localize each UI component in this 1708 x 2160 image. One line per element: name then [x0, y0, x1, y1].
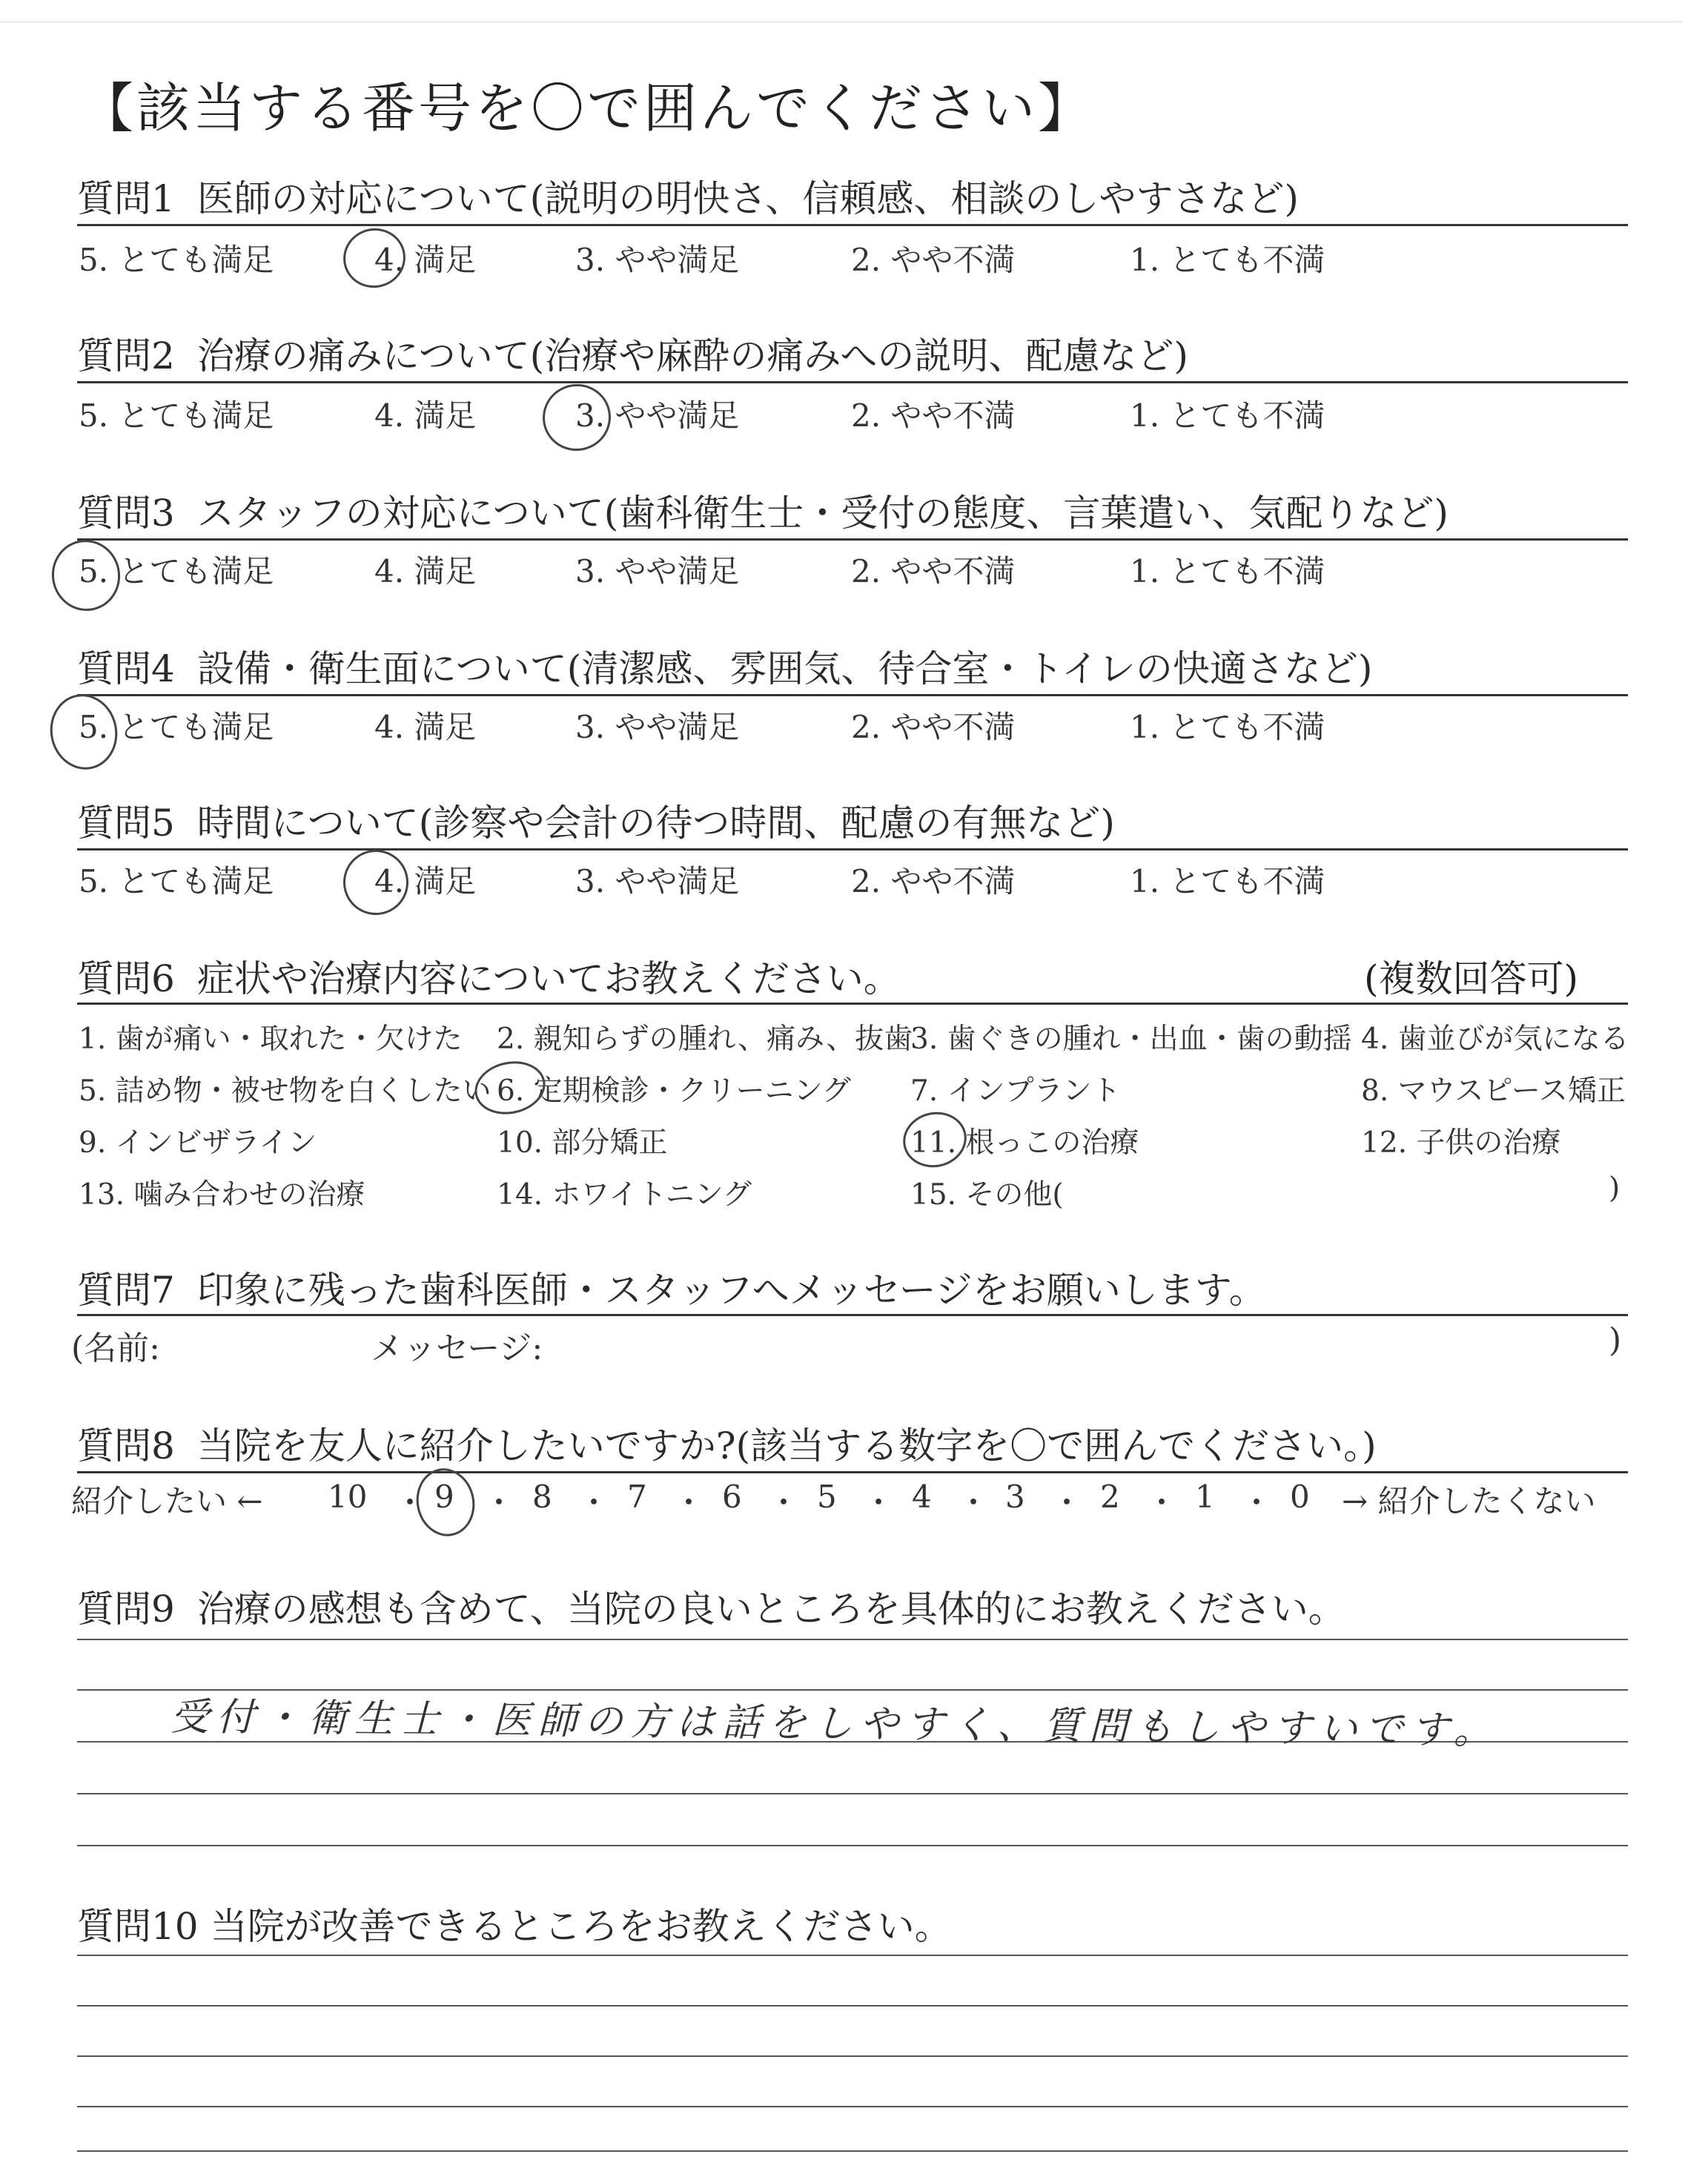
q6-option-5[interactable]: 5. 詰め物・被せ物を白くしたい	[79, 1074, 491, 1108]
q8-separator-dot: ・	[1241, 1484, 1273, 1521]
q8-scale-8[interactable]: 8	[532, 1479, 552, 1515]
q4-option-2[interactable]: 2. やや不満	[851, 709, 1016, 745]
question-8-number: 質問8	[77, 1424, 175, 1467]
q8-right-label: → 紹介したくない	[1342, 1483, 1596, 1519]
question-1-text: 医師の対応について(説明の明快さ、信頼感、相談のしやすさなど)	[196, 177, 1299, 220]
question-6-number: 質問6	[77, 957, 175, 1000]
q1-option-2[interactable]: 2. やや不満	[851, 242, 1016, 278]
question-6-note: (複数回答可)	[1364, 957, 1579, 1000]
question-4-text: 設備・衛生面について(清潔感、雰囲気、待合室・トイレの快適さなど)	[196, 647, 1373, 690]
question-10-number: 質問10	[77, 1905, 199, 1948]
q8-scale-5[interactable]: 5	[817, 1479, 837, 1515]
question-8-rule	[77, 1471, 1628, 1473]
q8-answer-circle	[410, 1463, 480, 1542]
q5-option-1[interactable]: 1. とても不満	[1130, 863, 1325, 899]
q8-separator-dot: ・	[483, 1484, 515, 1521]
q2-answer-circle	[537, 377, 618, 457]
question-5-rule	[77, 848, 1628, 851]
q8-separator-dot: ・	[578, 1484, 610, 1521]
q8-scale-10[interactable]: 10	[328, 1479, 368, 1515]
question-1-number: 質問1	[77, 177, 175, 220]
question-6-text: 症状や治療内容についてお教えください。	[196, 957, 901, 1000]
q6-option-13[interactable]: 13. 噛み合わせの治療	[79, 1178, 365, 1212]
q2-option-4[interactable]: 4. 満足	[374, 397, 477, 434]
q7-close-paren: )	[1609, 1321, 1622, 1359]
q2-option-5[interactable]: 5. とても満足	[79, 397, 274, 434]
q5-option-2[interactable]: 2. やや不満	[851, 863, 1016, 899]
q3-option-3[interactable]: 3. やや満足	[575, 553, 740, 589]
question-2-text: 治療の痛みについて(治療や麻酔の痛みへの説明、配慮など)	[196, 334, 1188, 377]
question-9	[77, 1579, 1345, 1633]
q6-option-15-close-paren: )	[1609, 1172, 1621, 1205]
q6-option-4[interactable]: 4. 歯並びが気になる	[1361, 1023, 1629, 1056]
q10-answer-line-4	[77, 2106, 1628, 2107]
q5-answer-circle	[337, 844, 414, 921]
form-header: 【該当する番号を〇で囲んでください】	[80, 77, 1095, 139]
q6-option-14[interactable]: 14. ホワイトニング	[497, 1178, 752, 1212]
question-6-rule	[77, 1003, 1628, 1005]
q4-option-4[interactable]: 4. 満足	[374, 709, 477, 745]
q2-option-3[interactable]: 3. やや満足	[575, 397, 740, 434]
question-7-text: 印象に残った歯科医師・スタッフへメッセージをお願いします。	[196, 1269, 1266, 1312]
q6-option-8[interactable]: 8. マウスピース矯正	[1361, 1074, 1626, 1108]
q6-option-10[interactable]: 10. 部分矯正	[497, 1126, 668, 1160]
q6-answer-circle-11	[898, 1106, 972, 1173]
q4-answer-circle	[43, 688, 124, 776]
q4-option-1[interactable]: 1. とても不満	[1130, 709, 1325, 745]
q8-scale-4[interactable]: 4	[912, 1479, 932, 1515]
q6-option-1[interactable]: 1. 歯が痛い・取れた・欠けた	[79, 1023, 463, 1056]
question-5-text: 時間について(診察や会計の待つ時間、配慮の有無など)	[196, 802, 1115, 845]
question-3-rule	[77, 538, 1628, 541]
q8-separator-dot: ・	[1146, 1484, 1178, 1521]
q5-option-3[interactable]: 3. やや満足	[575, 863, 740, 899]
q8-scale-6[interactable]: 6	[722, 1479, 742, 1515]
question-10	[77, 1897, 952, 1950]
q8-scale-1[interactable]: 1	[1195, 1479, 1215, 1515]
q8-separator-dot: ・	[958, 1484, 990, 1521]
q8-scale-7[interactable]: 7	[627, 1479, 647, 1515]
question-5-number: 質問5	[77, 802, 175, 845]
page-top-edge	[0, 21, 1683, 23]
q9-answer-line-5	[77, 1845, 1628, 1846]
question-6	[77, 949, 901, 1003]
q8-separator-dot: ・	[1051, 1484, 1083, 1521]
q3-option-5[interactable]: 5. とても満足	[79, 553, 274, 589]
q5-option-5[interactable]: 5. とても満足	[79, 863, 274, 899]
question-7	[77, 1261, 1266, 1314]
q8-separator-dot: ・	[863, 1484, 895, 1521]
question-8-text: 当院を友人に紹介したいですか?(該当する数字を〇で囲んでください。)	[196, 1424, 1377, 1467]
q6-option-7[interactable]: 7. インプラント	[910, 1074, 1121, 1108]
question-4-rule	[77, 694, 1628, 696]
q2-option-1[interactable]: 1. とても不満	[1130, 397, 1325, 434]
q1-option-4[interactable]: 4. 満足	[374, 242, 477, 278]
q6-option-9[interactable]: 9. インビザライン	[79, 1126, 317, 1160]
question-2-number: 質問2	[77, 334, 175, 377]
question-7-rule	[77, 1314, 1628, 1316]
question-1-rule	[77, 224, 1628, 226]
q6-option-2[interactable]: 2. 親知らずの腫れ、痛み、抜歯	[497, 1023, 913, 1056]
q5-option-4[interactable]: 4. 満足	[374, 863, 477, 899]
q9-answer-line-1	[77, 1639, 1628, 1640]
question-3	[77, 483, 1449, 537]
q8-left-label: 紹介したい ←	[71, 1483, 263, 1519]
q1-option-3[interactable]: 3. やや満足	[575, 242, 740, 278]
q8-separator-dot: ・	[673, 1484, 705, 1521]
question-2-rule	[77, 381, 1628, 383]
question-3-text: スタッフの対応について(歯科衛生士・受付の態度、言葉遣い、気配りなど)	[196, 492, 1449, 535]
q10-answer-line-1	[77, 1955, 1628, 1956]
q4-option-3[interactable]: 3. やや満足	[575, 709, 740, 745]
q6-option-6[interactable]: 6. 定期検診・クリーニング	[497, 1074, 851, 1108]
q6-option-11[interactable]: 11. 根っこの治療	[910, 1126, 1139, 1160]
q2-option-2[interactable]: 2. やや不満	[851, 397, 1016, 434]
q1-option-5[interactable]: 5. とても満足	[79, 242, 274, 278]
q3-option-1[interactable]: 1. とても不満	[1130, 553, 1325, 589]
q3-answer-circle	[45, 533, 127, 617]
q1-option-1[interactable]: 1. とても不満	[1130, 242, 1325, 278]
question-9-text: 治療の感想も含めて、当院の良いところを具体的にお教えください。	[196, 1588, 1345, 1631]
question-7-number: 質問7	[77, 1269, 175, 1312]
q9-answer-line-4	[77, 1793, 1628, 1794]
q4-option-5[interactable]: 5. とても満足	[79, 709, 274, 745]
question-8	[77, 1416, 1377, 1470]
q10-answer-line-5	[77, 2150, 1628, 2152]
question-3-number: 質問3	[77, 492, 175, 535]
q3-option-4[interactable]: 4. 満足	[374, 553, 477, 589]
question-5	[77, 793, 1115, 847]
q6-option-15[interactable]: 15. その他(	[910, 1178, 1064, 1212]
q8-scale-2[interactable]: 2	[1100, 1479, 1120, 1515]
question-2	[77, 326, 1188, 380]
question-4-number: 質問4	[77, 647, 175, 690]
q3-option-2[interactable]: 2. やや不満	[851, 553, 1016, 589]
question-9-number: 質問9	[77, 1588, 175, 1631]
q7-name-label: (名前:	[71, 1330, 160, 1367]
q6-answer-circle-6	[470, 1055, 550, 1120]
q8-scale-9[interactable]: 9	[434, 1479, 454, 1515]
question-4	[77, 639, 1372, 693]
q8-scale-0[interactable]: 0	[1290, 1479, 1310, 1515]
q1-answer-circle	[338, 222, 411, 294]
q9-handwritten-answer: 受付・衛生士・医師の方は話をしやすく、質問もしやすいです。	[170, 1694, 1500, 1754]
q6-option-12[interactable]: 12. 子供の治療	[1361, 1126, 1561, 1160]
q8-separator-dot: ・	[394, 1484, 426, 1521]
q6-option-3[interactable]: 3. 歯ぐきの腫れ・出血・歯の動揺	[910, 1023, 1352, 1056]
q7-message-label: メッセージ:	[371, 1330, 543, 1367]
question-1	[77, 169, 1299, 222]
q10-answer-line-2	[77, 2005, 1628, 2007]
question-10-text: 当院が改善できるところをお教えください。	[210, 1905, 952, 1948]
q8-separator-dot: ・	[768, 1484, 800, 1521]
q8-scale-3[interactable]: 3	[1005, 1479, 1025, 1515]
q10-answer-line-3	[77, 2055, 1628, 2057]
